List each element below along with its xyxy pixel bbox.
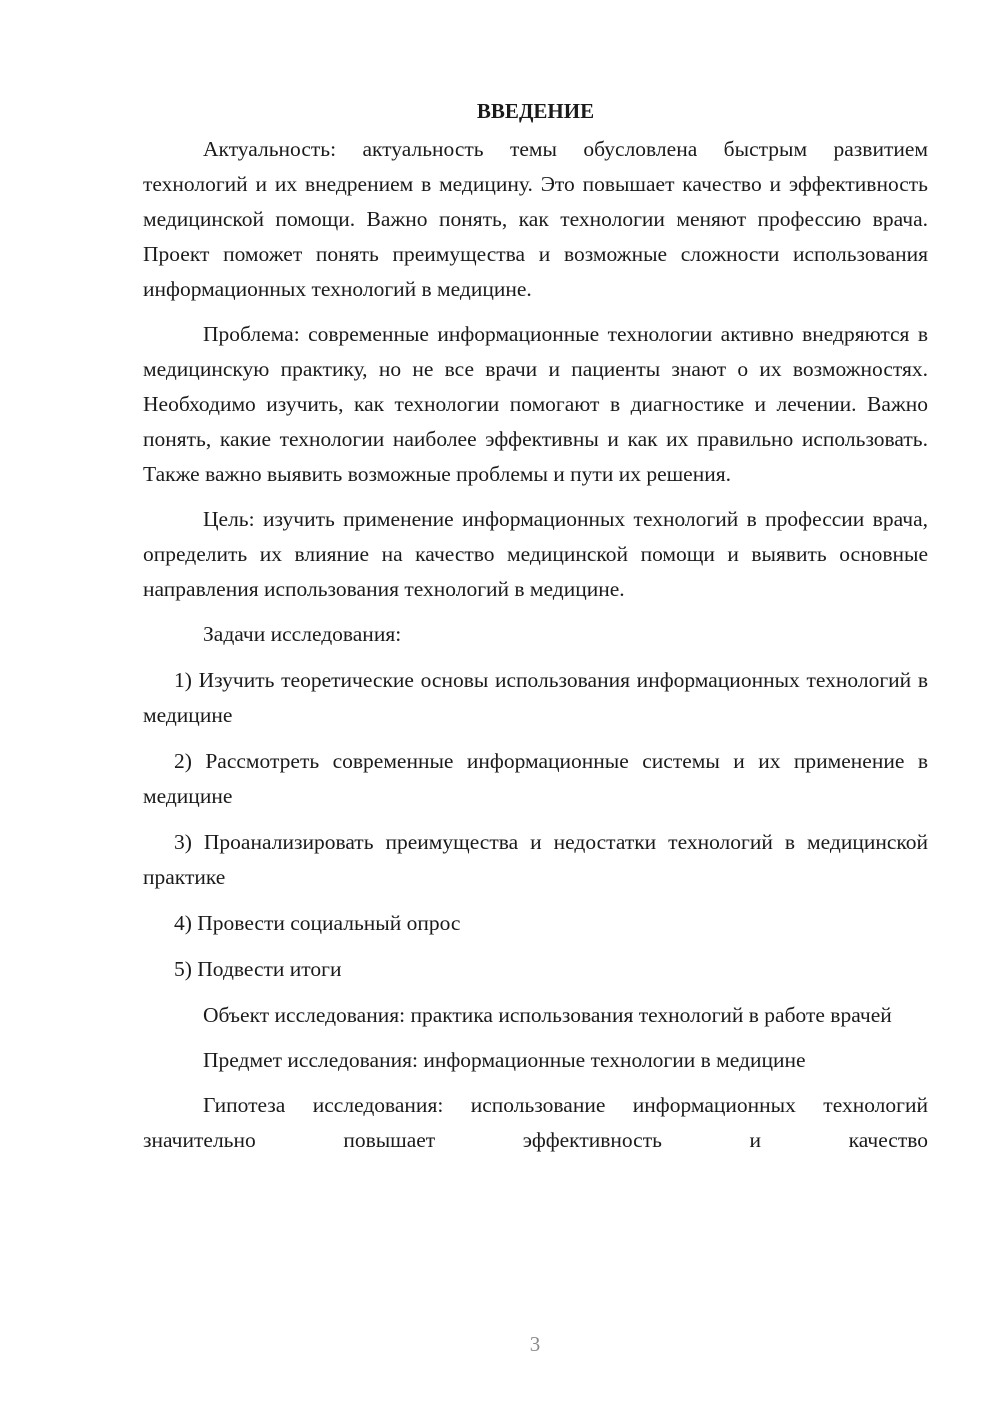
task-item-5: 5) Подвести итоги [174,957,342,981]
problem-paragraph: Проблема: современные информационные технологии активно внедряются в медицинскую практику, но не все врачи и пациенты знают о их возможностях. Необходимо изучить, как технологии помогают в диагностике и лечении. Важно понять, какие технологии наиболее эффективны и как их правильно использовать. Также важно выявить возможные проблемы и пути их решения. [143,322,928,486]
task-item-1: 1) Изучить теоретические основы использования информационных технологий в медицине [143,668,928,727]
subject-paragraph: Предмет исследования: информационные технологии в медицине [203,1048,806,1072]
relevance-paragraph: Актуальность: актуальность темы обусловлена быстрым развитием технологий и их внедрением в медицину. Это повышает качество и эффективность медицинской помощи. Важно понять, как технологии меняют профессию врача. Проект поможет понять преимущества и возможные сложности использования информационных технологий в медицине. [143,137,928,301]
tasks-heading: Задачи исследования: [203,622,402,646]
goal-paragraph: Цель: изучить применение информационных технологий в профессии врача, определить их влияние на качество медицинской помощи и выявить основные направления использования технологий в медицине. [143,507,928,601]
object-paragraph: Объект исследования: практика использования технологий в работе врачей [203,1003,892,1027]
hypothesis-paragraph: Гипотеза исследования: использование информационных технологий значительно повышает эффективность и качество [143,1093,928,1152]
task-item-4: 4) Провести социальный опрос [174,911,461,935]
task-item-3: 3) Проанализировать преимущества и недостатки технологий в медицинской практике [143,830,928,889]
page-content [143,94,928,1168]
tasks-list [143,663,928,987]
task-item-2: 2) Рассмотреть современные информационные системы и их применение в медицине [143,749,928,808]
section-title: ВВЕДЕНИЕ [476,99,595,123]
page-number: 3 [529,1332,541,1356]
